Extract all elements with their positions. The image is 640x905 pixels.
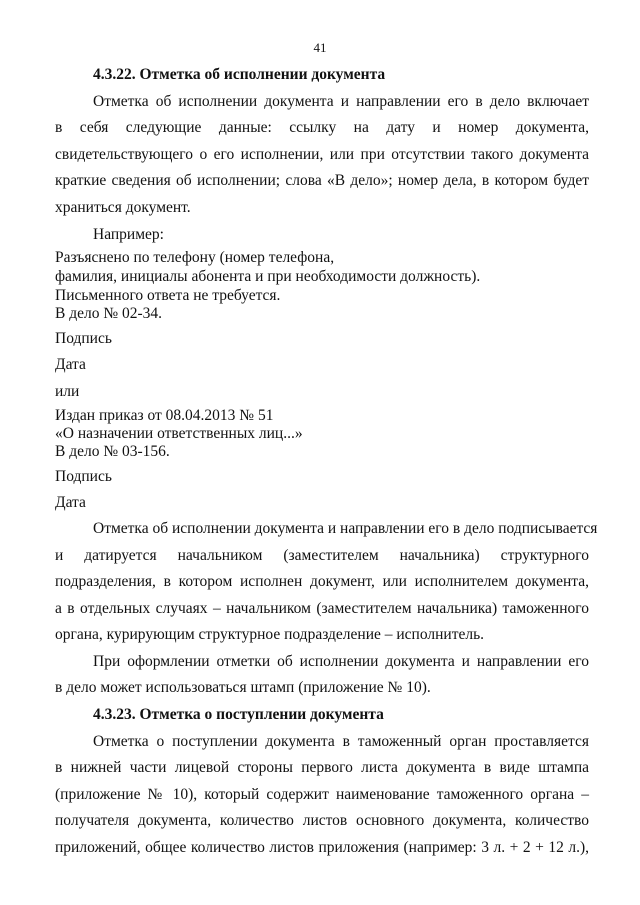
section-heading-4-3-23: 4.3.23. Отметка о поступлении документа <box>93 706 384 723</box>
page-number: 41 <box>313 40 327 55</box>
paragraph-line: Отметка об исполнении документа и направлении его в дело подписывается <box>93 520 598 537</box>
paragraph-line: Отметка об исполнении документа и направлении его в дело включает <box>93 93 589 110</box>
paragraph-line: в себя следующие данные: ссылку на дату и номер документа, <box>55 119 589 136</box>
paragraph-line: При оформлении отметки об исполнении документа и направлении его <box>93 653 589 670</box>
paragraph-line: в нижней части лицевой стороны первого листа документа в виде штампа <box>55 759 589 776</box>
paragraph-line: краткие сведения об исполнении; слова «В дело»; номер дела, в котором будет <box>55 172 589 189</box>
paragraph-line: (приложение № 10), который содержит наименование таможенного органа – <box>55 786 589 803</box>
signature-label: Подпись <box>55 468 112 485</box>
paragraph-line: органа, курирующим структурное подразделение – исполнитель. <box>55 626 485 643</box>
section-heading-4-3-22: 4.3.22. Отметка об исполнении документа <box>93 66 386 83</box>
example-line: Разъяснено по телефону (номер телефона, <box>55 249 335 266</box>
paragraph-line: в дело может использоваться штамп (приложение № 10). <box>55 679 431 696</box>
paragraph-line: получателя документа, количество листов основного документа, количество <box>55 812 589 829</box>
example-line: Издан приказ от 08.04.2013 № 51 <box>55 407 274 424</box>
example-line: «О назначении ответственных лиц...» <box>55 425 303 442</box>
paragraph-line: подразделения, в котором исполнен документ, или исполнителем документа, <box>55 573 589 590</box>
example-intro: Например: <box>93 226 164 243</box>
paragraph-line: храниться документ. <box>55 199 191 216</box>
signature-label: Подпись <box>55 330 112 347</box>
paragraph-line: свидетельствующего о его исполнении, или при отсутствии такого документа <box>55 146 589 163</box>
example-line: Письменного ответа не требуется. <box>55 287 281 304</box>
paragraph-line: а в отдельных случаях – начальником (заместителем начальника) таможенного <box>55 600 589 617</box>
paragraph-line: Отметка о поступлении документа в таможенный орган проставляется <box>93 733 589 750</box>
or-label: или <box>55 383 80 400</box>
example-line: В дело № 02-34. <box>55 305 163 322</box>
date-label: Дата <box>55 356 86 373</box>
date-label: Дата <box>55 494 86 511</box>
paragraph-line: и датируется начальником (заместителем начальника) структурного <box>55 547 589 564</box>
example-line: В дело № 03-156. <box>55 443 170 460</box>
example-line: фамилия, инициалы абонента и при необходимости должность). <box>55 268 481 285</box>
paragraph-line: приложений, общее количество листов приложения (например: 3 л. + 2 + 12 л.), <box>55 839 589 856</box>
